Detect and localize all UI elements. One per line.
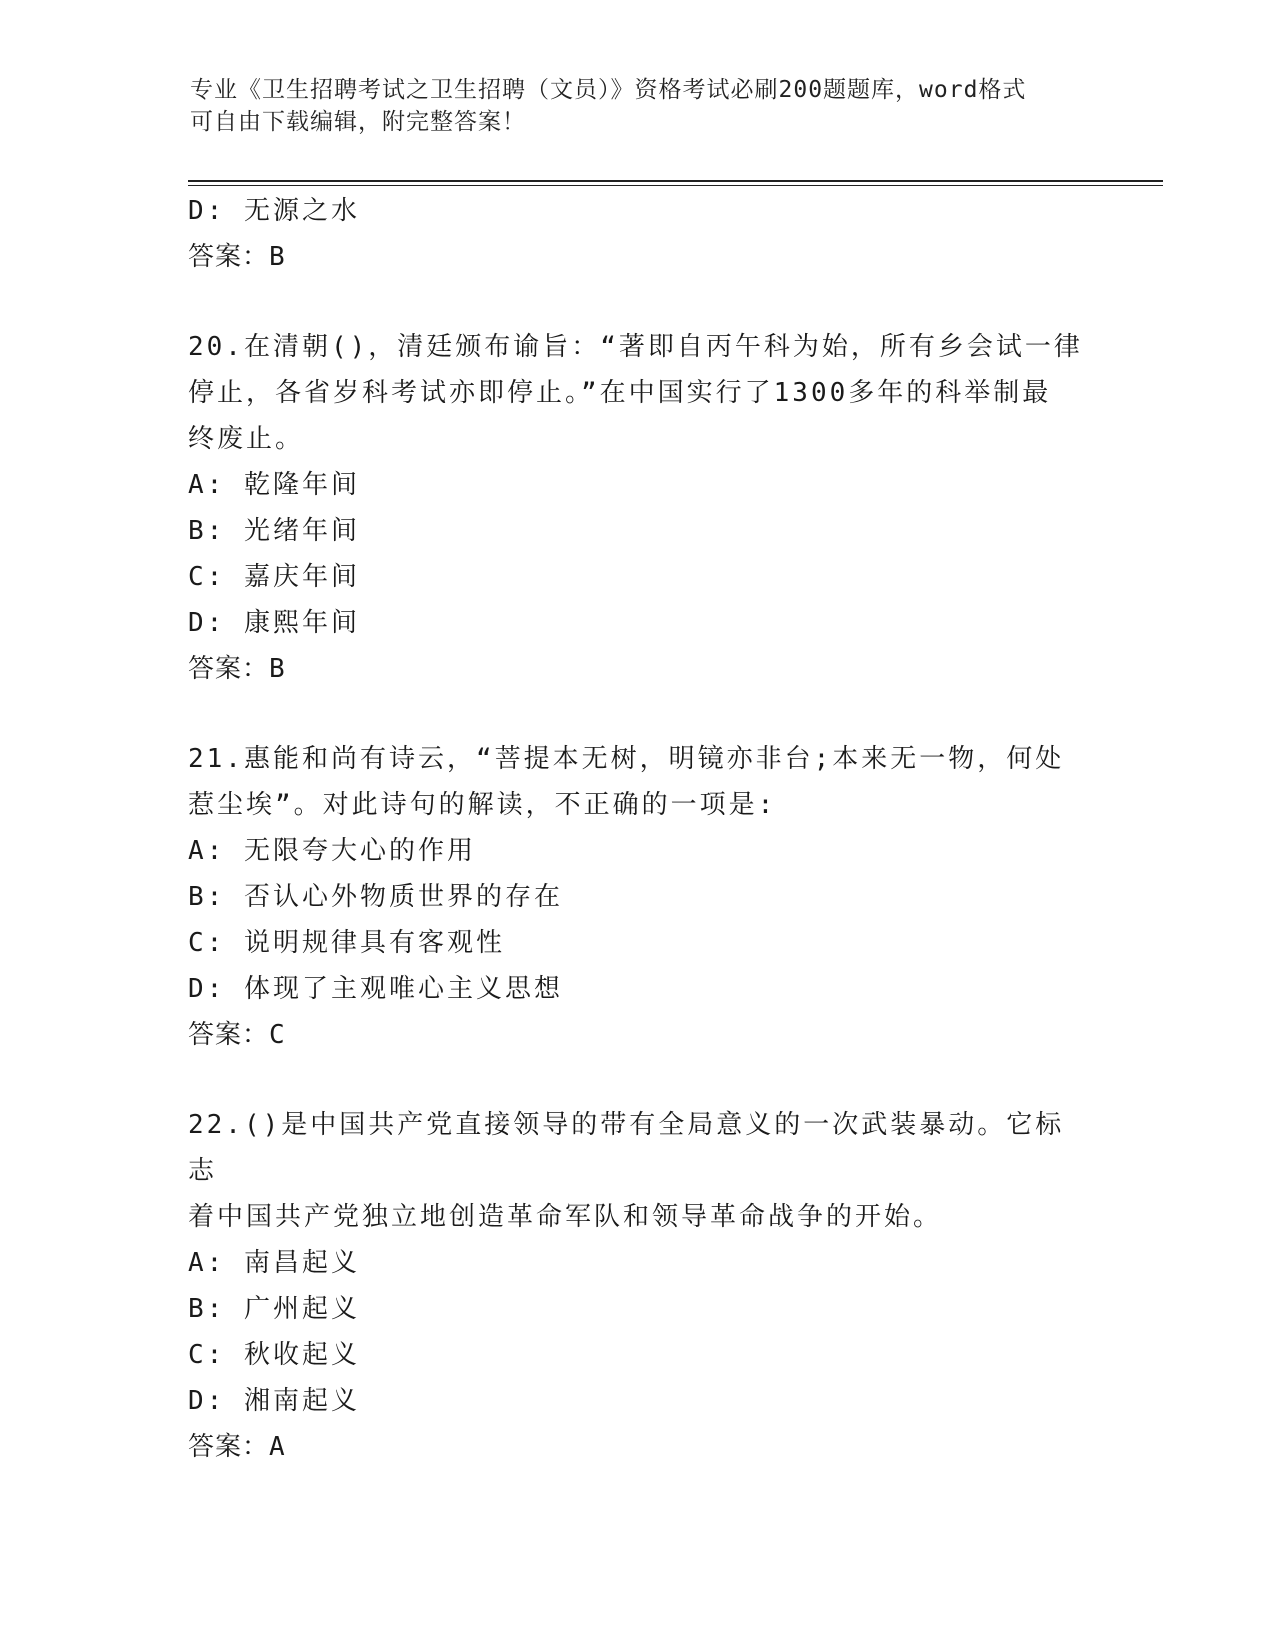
header-title-line-2: 可自由下载编辑，附完整答案！ [190,109,526,135]
stem-line: 终废止。 [188,424,305,454]
header-title-line-1: 专业《卫生招聘考试之卫生招聘（文员）》资格考试必刷200题题库，word格式 [190,77,1027,103]
stem-line: 停止，各省岁科考试亦即停止。”在中国实行了1300多年的科举制最 [188,378,1052,408]
option-b: B: 广州起义 [188,1294,360,1324]
carryover-question-end [188,188,1108,280]
header-divider-thick [188,180,1163,182]
question-stem [188,324,1088,462]
option-d: D: 无源之水 [188,196,360,226]
option-d: D: 湘南起义 [188,1386,360,1416]
option-b: B: 光绪年间 [188,516,360,546]
document-body [188,188,1108,1470]
answer-line: 答案：B [188,654,286,684]
header-divider-thin [188,185,1163,186]
option-b: B: 否认心外物质世界的存在 [188,882,563,912]
stem-line: 22.()是中国共产党直接领导的带有全局意义的一次武装暴动。它标志 [188,1110,1065,1186]
option-a: A: 无限夸大心的作用 [188,836,476,866]
option-c: C: 秋收起义 [188,1340,360,1370]
option-a: A: 南昌起义 [188,1248,360,1278]
stem-line: 20.在清朝()，清廷颁布谕旨：“著即自丙午科为始，所有乡会试一律 [188,332,1083,362]
stem-line: 着中国共产党独立地创造革命军队和领导革命战争的开始。 [188,1202,943,1232]
question-stem [188,736,1088,828]
answer-line: 答案：B [188,242,286,272]
option-c: C: 说明规律具有客观性 [188,928,505,958]
stem-line: 21.惠能和尚有诗云，“菩提本无树，明镜亦非台;本来无一物，何处 [188,744,1065,774]
question-21 [188,736,1108,1058]
question-stem [188,1102,1088,1240]
page-header [190,74,1090,138]
stem-line: 惹尘埃”。对此诗句的解读，不正确的一项是: [188,790,777,820]
question-22 [188,1102,1108,1470]
option-c: C: 嘉庆年间 [188,562,360,592]
question-20 [188,324,1108,692]
option-d: D: 康熙年间 [188,608,360,638]
answer-line: 答案：A [188,1432,286,1462]
option-a: A: 乾隆年间 [188,470,360,500]
answer-line: 答案：C [188,1020,286,1050]
option-d: D: 体现了主观唯心主义思想 [188,974,563,1004]
